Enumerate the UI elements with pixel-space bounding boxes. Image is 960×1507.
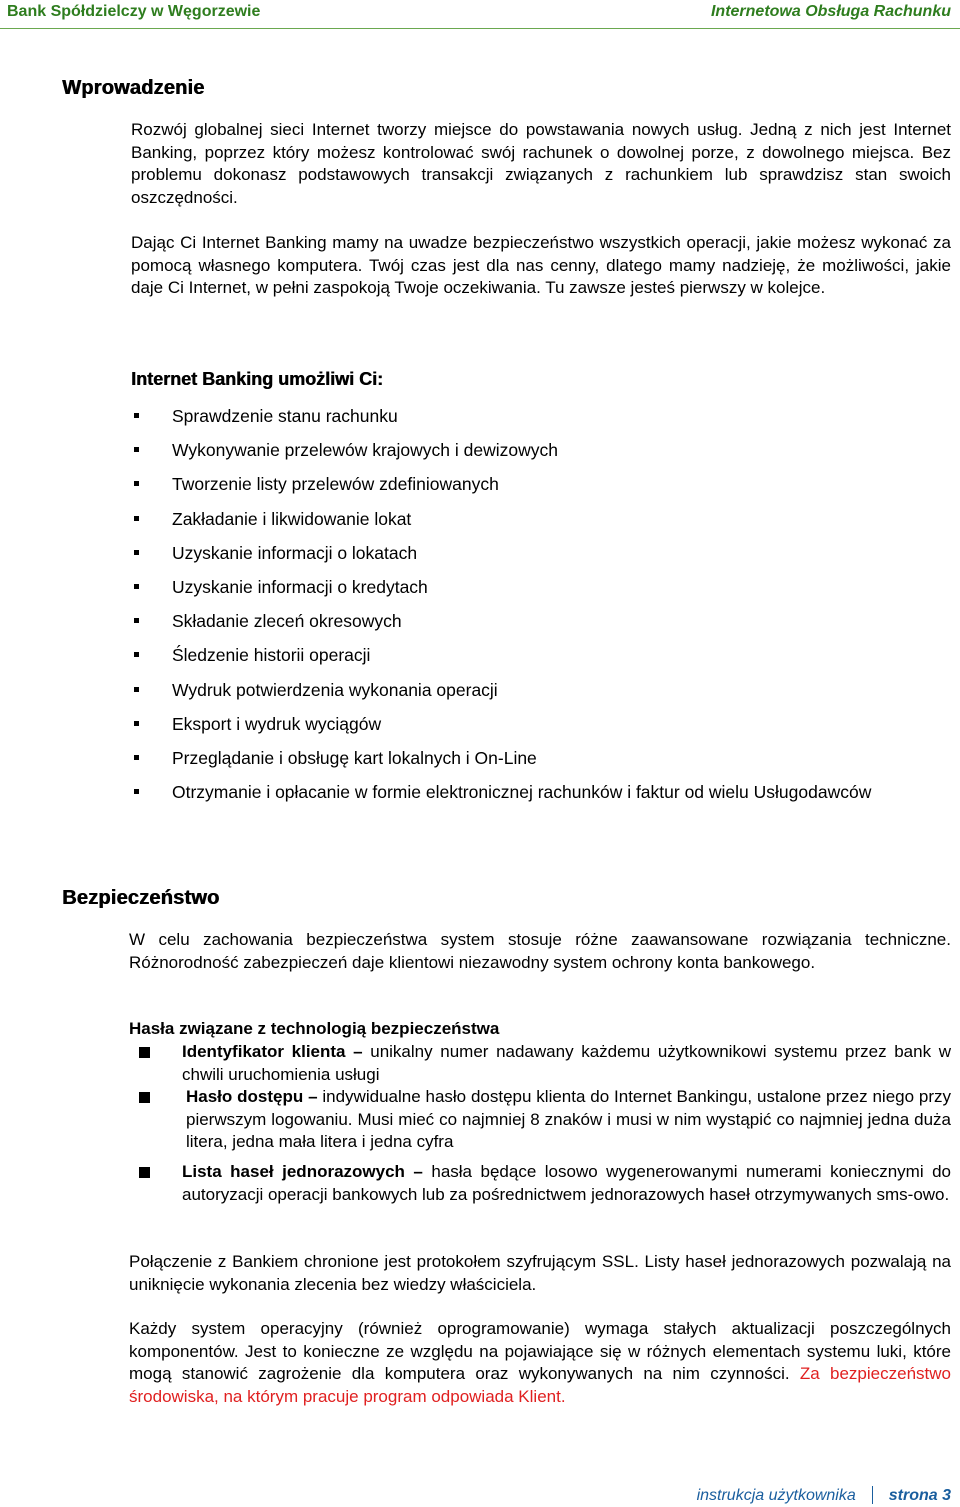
list-item: Przeglądanie i obsługę kart lokalnych i On-Line <box>131 746 956 780</box>
document-title: Internetowa Obsługa Rachunku <box>710 3 951 20</box>
term-label: Lista haseł jednorazowych <box>182 1162 405 1181</box>
security-paragraph-1: W celu zachowania bezpieczeństwa system stosuje różne zaawansowane rozwiązania techniczne. Różnorodność zabezpieczeń daje klientowi niezawodny system ochrony konta bankowego. <box>129 930 951 972</box>
list-item: Wykonywanie przelewów krajowych i dewizowych <box>131 438 956 472</box>
intro-heading: Wprowadzenie <box>62 77 205 99</box>
bullet-icon <box>134 516 139 521</box>
footer-label: instrukcja użytkownika <box>696 1487 856 1504</box>
security-term-item: Lista haseł jednorazowych – hasła będące losowo wygenerowanymi numerami koniecznymi do autoryzacji operacji bankowych lub za pośrednictwem jednorazowych haseł otrzymywanych sms-owo. <box>129 1161 951 1206</box>
list-item: Uzyskanie informacji o lokatach <box>131 541 956 575</box>
page-number: strona 3 <box>888 1487 951 1504</box>
page-header <box>0 0 960 24</box>
page-footer <box>697 1486 951 1505</box>
list-item: Zakładanie i likwidowanie lokat <box>131 507 956 541</box>
bullet-icon <box>134 789 139 794</box>
list-item: Tworzenie listy przelewów zdefiniowanych <box>131 472 956 506</box>
header-divider <box>0 28 960 29</box>
bullet-icon <box>134 687 139 692</box>
bullet-icon <box>134 584 139 589</box>
bullet-icon <box>134 550 139 555</box>
security-term-item: Identyfikator klienta – unikalny numer nadawany każdemu użytkownikowi systemu przez bank w chwili uruchomienia usługi <box>129 1041 951 1086</box>
list-item: Wydruk potwierdzenia wykonania operacji <box>131 678 956 712</box>
security-heading: Bezpieczeństwo <box>62 887 220 909</box>
features-heading: Internet Banking umożliwi Ci: <box>131 369 384 389</box>
list-item: Śledzenie historii operacji <box>131 643 956 677</box>
term-description: unikalny numer nadawany każdemu użytkownikowi systemu przez bank w chwili uruchomienia usługi <box>182 1042 952 1084</box>
bullet-icon <box>134 413 139 418</box>
term-label: Identyfikator klienta <box>182 1042 346 1061</box>
list-item: Eksport i wydruk wyciągów <box>131 712 956 746</box>
bullet-icon <box>134 618 139 623</box>
bullet-icon <box>134 481 139 486</box>
bank-name: Bank Spółdzielczy w Węgorzewie <box>7 3 261 20</box>
list-item: Składanie zleceń okresowych <box>131 609 956 643</box>
features-list <box>131 404 956 814</box>
bullet-icon <box>134 447 139 452</box>
security-terms-heading: Hasła związane z technologią bezpieczeństwa <box>129 1019 500 1038</box>
term-label: Hasło dostępu <box>186 1087 304 1106</box>
term-description: indywidualne hasło dostępu klienta do Internet Bankingu, ustalone przez niego przy pierwszym logowaniu. Musi mieć co najmniej 8 znaków i musi w nim wystąpić co najmniej jedna duża litera, jedna mała litera i jedna cyfra <box>186 1087 952 1151</box>
bullet-icon <box>134 755 139 760</box>
security-paragraph-2: Połączenie z Bankiem chronione jest protokołem szyfrującym SSL. Listy haseł jednorazowych pozwalają na uniknięcie wykonania zlecenia bez wiedzy właściciela. <box>129 1252 951 1294</box>
bullet-icon <box>139 1047 150 1058</box>
bullet-icon <box>139 1092 150 1103</box>
intro-paragraph-2: Dając Ci Internet Banking mamy na uwadze bezpieczeństwo wszystkich operacji, jakie możesz wykonać za pomocą własnego komputera. Twój czas jest dla nas cenny, dlatego mamy nadzieję, że możliwości, jakie daje Ci Internet, w pełni zaspokoją Twoje oczekiwania. Tu zawsze jesteś pierwszy w kolejce. <box>131 233 951 297</box>
list-item: Sprawdzenie stanu rachunku <box>131 404 956 438</box>
bullet-icon <box>134 652 139 657</box>
list-item: Otrzymanie i opłacanie w formie elektronicznej rachunków i faktur od wielu Usługodawców <box>131 780 956 814</box>
intro-paragraph-1: Rozwój globalnej sieci Internet tworzy miejsce do powstawania nowych usług. Jedną z nich jest Internet Banking, poprzez który możesz kontrolować swój rachunek o dowolnej porze, z dowolnego miejsca. Bez problemu dokonasz podstawowych transakcji związanych z rachunkiem lub sprawdzisz stan swoich oszczędności. <box>131 120 951 207</box>
security-term-item: Hasło dostępu – indywidualne hasło dostępu klienta do Internet Bankingu, ustalone przez niego przy pierwszym logowaniu. Musi mieć co najmniej 8 znaków i musi w nim wystąpić co najmniej jedna duża litera, jedna mała litera i jedna cyfra <box>129 1086 951 1154</box>
security-paragraph-3: Każdy system operacyjny (również oprogramowanie) wymaga stałych aktualizacji poszczególnych komponentów. Jest to konieczne ze względu na pojawiające się w różnych elementach systemu luki, które mogą stanowić zagrożenie dla komputera oraz wykonywanych na nim czynności. Za bezpieczeństwo środowiska, na którym pracuje program odpowiada Klient. <box>129 1319 951 1406</box>
bullet-icon <box>134 721 139 726</box>
term-description: hasła będące losowo wygenerowanymi numerami koniecznymi do autoryzacji operacji bankowych lub za pośrednictwem jednorazowych haseł otrzymywanych sms-owo. <box>182 1162 951 1204</box>
footer-divider <box>872 1486 873 1504</box>
list-item: Uzyskanie informacji o kredytach <box>131 575 956 609</box>
bullet-icon <box>139 1167 150 1178</box>
warning-text: Za bezpieczeństwo środowiska, na którym pracuje program odpowiada Klient. <box>129 1364 951 1406</box>
